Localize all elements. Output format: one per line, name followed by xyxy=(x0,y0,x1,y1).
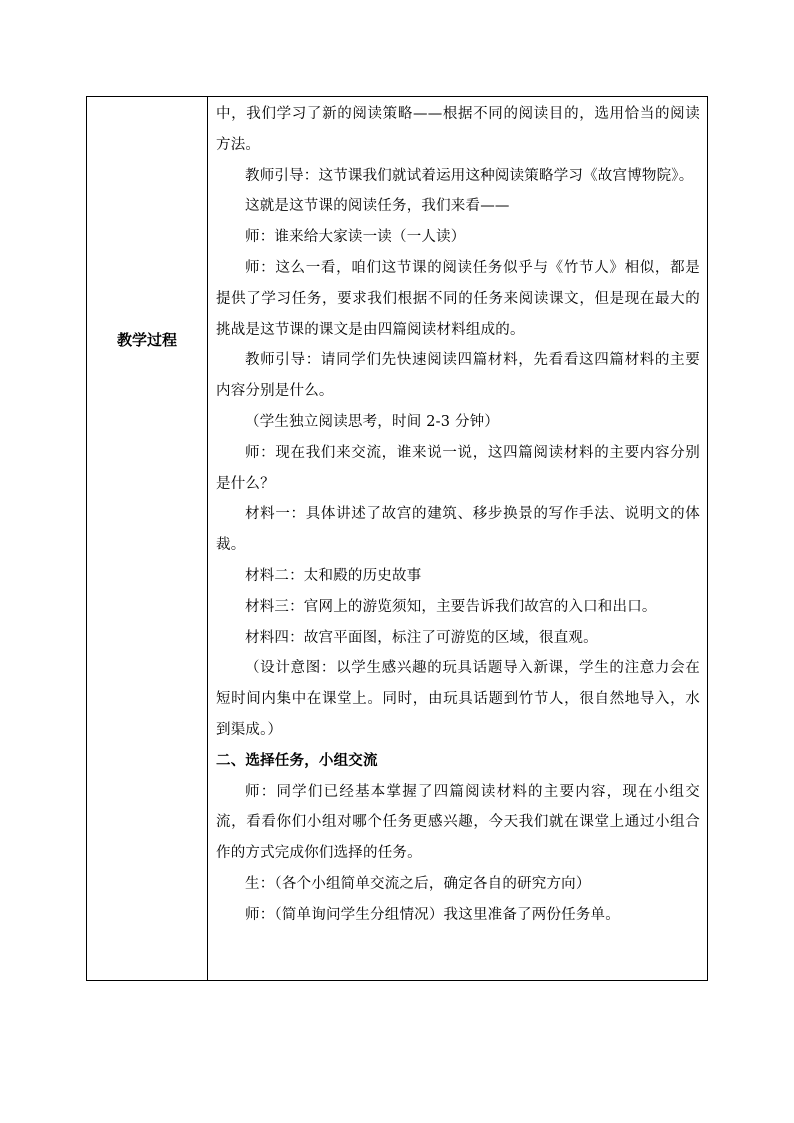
paragraph-student-groups: 生：（各个小组简单交流之后，确定各自的研究方向） xyxy=(245,875,591,892)
row-label: 教学过程 xyxy=(116,331,177,349)
paragraph-group-exchange: 师：同学们已经基本掌握了四篇阅读材料的主要内容，现在小组交流，看看你们小组对哪个任务更感兴趣，今天我们就在课堂上通过小组合作的方式完成你们选择的任务。 xyxy=(216,783,700,862)
content-cell xyxy=(208,97,707,980)
paragraph-continuation: 中，我们学习了新的阅读策略——根据不同的阅读目的，选用恰当的阅读方法。 xyxy=(216,106,700,153)
paragraph-student-reading: （学生独立阅读思考，时间 2-3 分钟） xyxy=(245,413,500,430)
row-label-cell xyxy=(87,97,208,980)
paragraph-material-one: 材料一：具体讲述了故宫的建筑、移步换景的写作手法、说明文的体裁。 xyxy=(216,506,700,554)
paragraph-material-two: 材料二：太和殿的历史故事 xyxy=(245,567,422,584)
paragraph-reading-task: 这就是这节课的阅读任务，我们来看—— xyxy=(245,198,510,215)
paragraph-material-three: 材料三：官网上的游览须知，主要告诉我们故宫的入口和出口。 xyxy=(245,598,657,615)
section-heading: 二、选择任务，小组交流 xyxy=(216,752,378,769)
paragraph-material-four: 材料四：故宫平面图，标注了可游览的区域，很直观。 xyxy=(245,629,598,646)
paragraph-teacher-comparison: 师：这么一看，咱们这节课的阅读任务似乎与《竹节人》相似，都是提供了学习任务，要求我们根据不同的任务来阅读课文，但是现在最大的挑战是这节课的课文是由四篇阅读材料组成的。 xyxy=(216,259,700,338)
paragraph-design-intent: （设计意图：以学生感兴趣的玩具话题导入新课，学生的注意力会在短时间内集中在课堂上。同时，由玩具话题到竹节人，很自然地导入，水到渠成。） xyxy=(216,660,700,738)
paragraph-task-sheets: 师：（简单询问学生分组情况）我这里准备了两份任务单。 xyxy=(245,906,620,923)
paragraph-teacher-ask-read: 师：谁来给大家读一读（一人读） xyxy=(245,229,466,246)
paragraph-teacher-guide-materials: 教师引导：请同学们先快速阅读四篇材料，先看看这四篇材料的主要内容分别是什么。 xyxy=(216,352,700,400)
lesson-table xyxy=(86,96,708,981)
paragraph-teacher-guide: 教师引导：这节课我们就试着运用这种阅读策略学习《故宫博物院》。 xyxy=(245,167,694,184)
paragraph-teacher-discussion: 师：现在我们来交流，谁来说一说，这四篇阅读材料的主要内容分别是什么？ xyxy=(216,444,700,492)
